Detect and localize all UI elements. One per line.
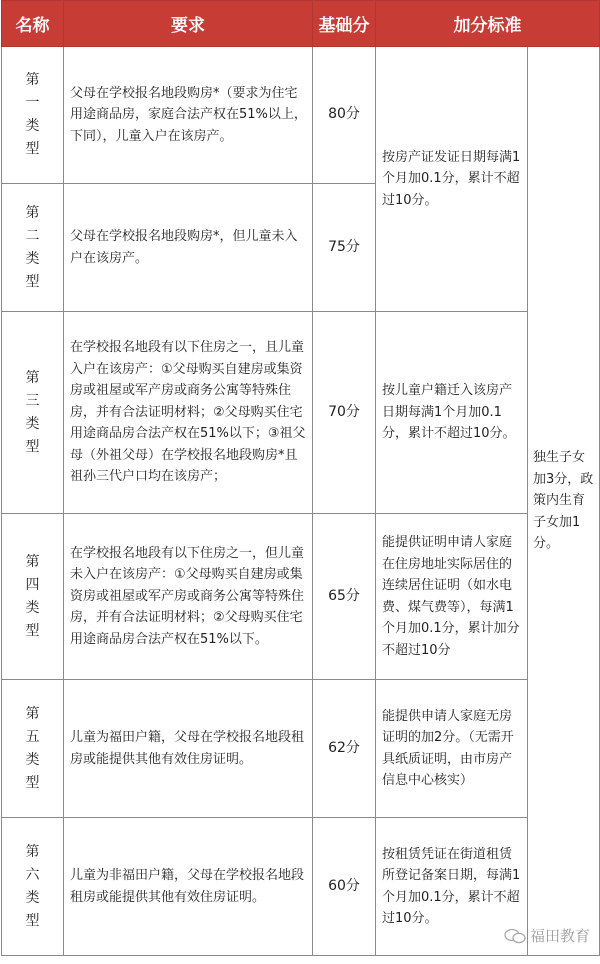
base-score-cell: 60分 (313, 818, 376, 956)
extra-bonus-cell: 独生子女加3分，政策内生育子女加1分。 (528, 47, 600, 956)
table-row (2, 312, 600, 514)
wechat-icon (504, 928, 526, 944)
watermark-text: 福田教育 (529, 927, 590, 945)
header-requirement: 要求 (64, 1, 313, 47)
table-row (2, 47, 600, 184)
type-name-cell: 第 一 类 型 (2, 47, 64, 184)
base-score-cell: 65分 (313, 514, 376, 680)
requirement-cell: 在学校报名地段有以下住房之一，且儿童入户在该房产：①父母购买自建房或集资房或祖屋或军产房或商务公寓等特殊住房，并有合法证明材料；②父母购买住宅用途商品房合法产权在51%以下；③祖父母（外祖父母）在学校报名地段购房*且祖孙三代户口均在该房产； (64, 312, 313, 514)
type-name-cell: 第 六 类 型 (2, 818, 64, 956)
header-name: 名称 (2, 1, 64, 47)
type-name-cell: 第 二 类 型 (2, 184, 64, 312)
bonus-criteria-cell: 按房产证发证日期每满1个月加0.1分，累计不超过10分。 (376, 47, 528, 312)
base-score-cell: 62分 (313, 680, 376, 818)
table-row (2, 514, 600, 680)
bonus-criteria-cell: 能提供证明申请人家庭在住房地址实际居住的连续居住证明（如水电费、煤气费等），每满1个月加0.1分，累计加分不超过10分 (376, 514, 528, 680)
base-score-cell: 70分 (313, 312, 376, 514)
requirement-cell: 父母在学校报名地段购房*，但儿童未入户在该房产。 (64, 184, 313, 312)
requirement-cell: 在学校报名地段有以下住房之一，但儿童未入户在该房产：①父母购买自建房或集资房或祖屋或军产房或商务公寓等特殊住房，并有合法证明材料；②父母购买住宅用途商品房合法产权在51%以下。 (64, 514, 313, 680)
bonus-criteria-cell: 能提供申请人家庭无房证明的加2分。（无需开具纸质证明，由市房产信息中心核实） (376, 680, 528, 818)
watermark (504, 925, 590, 946)
base-score-cell: 80分 (313, 47, 376, 184)
header-bonus-criteria: 加分标准 (376, 1, 600, 47)
header-row (2, 1, 600, 47)
bonus-criteria-cell: 按租赁凭证在街道租赁所登记备案日期，每满1个月加0.1分，累计不超过10分。 (376, 818, 528, 956)
type-name-cell: 第 三 类 型 (2, 312, 64, 514)
requirement-cell: 儿童为福田户籍，父母在学校报名地段租房或能提供其他有效住房证明。 (64, 680, 313, 818)
base-score-cell: 75分 (313, 184, 376, 312)
requirement-cell: 父母在学校报名地段购房*（要求为住宅用途商品房，家庭合法产权在51%以上，下同），儿童入户在该房产。 (64, 47, 313, 184)
header-base-score: 基础分 (313, 1, 376, 47)
bonus-criteria-cell: 按儿童户籍迁入该房产日期每满1个月加0.1分，累计不超过10分。 (376, 312, 528, 514)
type-name-cell: 第 五 类 型 (2, 680, 64, 818)
type-name-cell: 第 四 类 型 (2, 514, 64, 680)
table-row (2, 680, 600, 818)
admission-points-table (1, 0, 600, 956)
requirement-cell: 儿童为非福田户籍，父母在学校报名地段租房或能提供其他有效住房证明。 (64, 818, 313, 956)
